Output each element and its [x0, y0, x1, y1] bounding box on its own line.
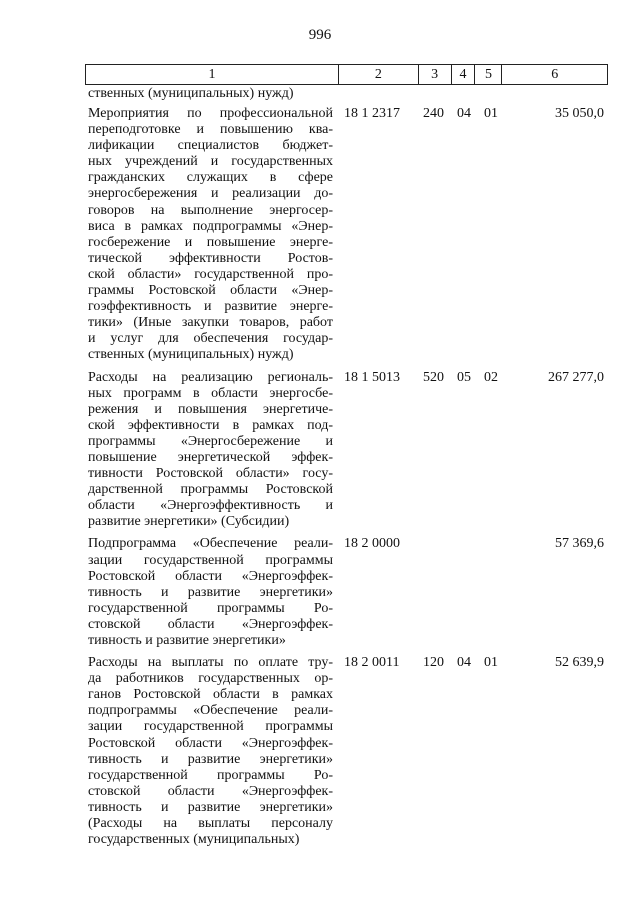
description-line: Ростовской области «Энергоэффек-	[88, 735, 333, 751]
table-header	[85, 64, 608, 85]
description-line: ных программ в области энергосбе-	[88, 385, 333, 401]
page-number: 996	[308, 27, 332, 43]
row-section: 05	[457, 369, 471, 385]
description-line: тической эффективности Ростов-	[88, 250, 333, 266]
row-subsection: 01	[484, 106, 498, 121]
description-line: стовской области «Энергоэффек-	[88, 616, 333, 632]
description-line: говоров на выполнение энергосер-	[88, 202, 333, 218]
description-line: тивность и развитие энергетики»	[88, 799, 333, 815]
description-line: гоэффективность и развитие энерге-	[88, 299, 333, 315]
description-line: виса в рамках подпрограммы «Энер-	[88, 218, 333, 234]
description-line: Подпрограмма «Обеспечение реали-	[88, 536, 333, 552]
row-code: 18 2 0000	[344, 536, 400, 552]
table-row	[88, 106, 608, 364]
row-description	[88, 106, 333, 364]
table-row	[88, 536, 608, 649]
description-line: области «Энергоэффективность и	[88, 498, 333, 514]
description-line: государственных (муниципальных)	[88, 832, 300, 848]
header-col-2: 2	[339, 65, 419, 84]
header-col-6: 6	[551, 66, 559, 82]
description-line: Ростовской области «Энергоэффек-	[88, 568, 333, 584]
row-subsection: 01	[484, 655, 498, 671]
description-line: стовской области «Энергоэффек-	[88, 783, 333, 799]
row-expense-type: 120	[423, 655, 444, 671]
header-col-4: 4	[452, 65, 476, 84]
description-line: гражданских служащих в сфере	[88, 170, 333, 186]
description-line: государственной программы Ро-	[88, 767, 333, 783]
row-amount: 267 277,0	[548, 369, 604, 385]
description-line: тивность и развитие энергетики»	[88, 633, 286, 648]
row-section: 04	[457, 655, 471, 671]
description-line: повышение энергетической эффек-	[88, 449, 333, 465]
description-line: зации государственной программы	[88, 552, 333, 568]
row-expense-type: 520	[423, 369, 444, 385]
description-line: развитие энергетики» (Субсидии)	[88, 514, 290, 530]
description-line: тивности Ростовской области» госу-	[88, 466, 333, 482]
description-line: (Расходы на выплаты персоналу	[88, 816, 333, 832]
description-line: зации государственной программы	[88, 719, 333, 735]
row-amount: 57 369,6	[555, 536, 604, 552]
row-section: 04	[457, 106, 471, 121]
description-line: подпрограммы «Обеспечение реали-	[88, 703, 333, 719]
description-line: тивность и развитие энергетики»	[88, 584, 333, 600]
row-code: 18 1 5013	[344, 369, 400, 385]
table-body	[88, 86, 608, 854]
description-line: дарственной программы Ростовской	[88, 482, 333, 498]
header-col-1: 1	[86, 65, 339, 84]
row-amount: 52 639,9	[555, 655, 604, 671]
description-line: переподготовке и повышению ква-	[88, 122, 333, 138]
description-line: граммы Ростовской области «Энер-	[88, 283, 333, 299]
description-line: энергосбережения и реализации до-	[88, 186, 333, 202]
description-line: ской эффективности в рамках под-	[88, 417, 333, 433]
description-line: государственной программы Ро-	[88, 600, 333, 616]
description-line: и услуг для обеспечения государ-	[88, 331, 333, 347]
description-line: Расходы на выплаты по оплате тру-	[88, 655, 333, 671]
table-row	[88, 370, 608, 531]
continuation-text: ственных (муниципальных) нужд)	[88, 86, 294, 101]
description-line: тивность и развитие энергетики»	[88, 751, 333, 767]
row-subsection: 02	[484, 369, 498, 385]
header-col-5: 5	[475, 65, 502, 84]
description-line: ственных (муниципальных) нужд)	[88, 347, 294, 363]
row-description	[88, 370, 333, 531]
description-line: Мероприятия по профессиональной	[88, 106, 333, 121]
description-line: тики» (Иные закупки товаров, работ	[88, 315, 333, 331]
row-amount: 35 050,0	[555, 106, 604, 121]
row-code: 18 2 0011	[344, 655, 400, 671]
header-col-3: 3	[419, 65, 452, 84]
description-line: программы «Энергосбережение и	[88, 433, 333, 449]
description-line: ных учреждений и государственных	[88, 154, 333, 170]
description-line: ской области» государственной про-	[88, 266, 333, 282]
description-line: да работников государственных ор-	[88, 671, 333, 687]
row-expense-type: 240	[423, 106, 444, 121]
description-line: лификации специалистов бюджет-	[88, 138, 333, 154]
description-line: режения и повышения энергетиче-	[88, 401, 333, 417]
description-line: ганов Ростовской области в рамках	[88, 687, 333, 703]
row-description	[88, 655, 333, 848]
description-line: Расходы на реализацию региональ-	[88, 369, 333, 385]
description-line: госбережение и повышение энерге-	[88, 234, 333, 250]
table-row	[88, 655, 608, 848]
row-description	[88, 536, 333, 649]
row-code: 18 1 2317	[344, 106, 400, 121]
